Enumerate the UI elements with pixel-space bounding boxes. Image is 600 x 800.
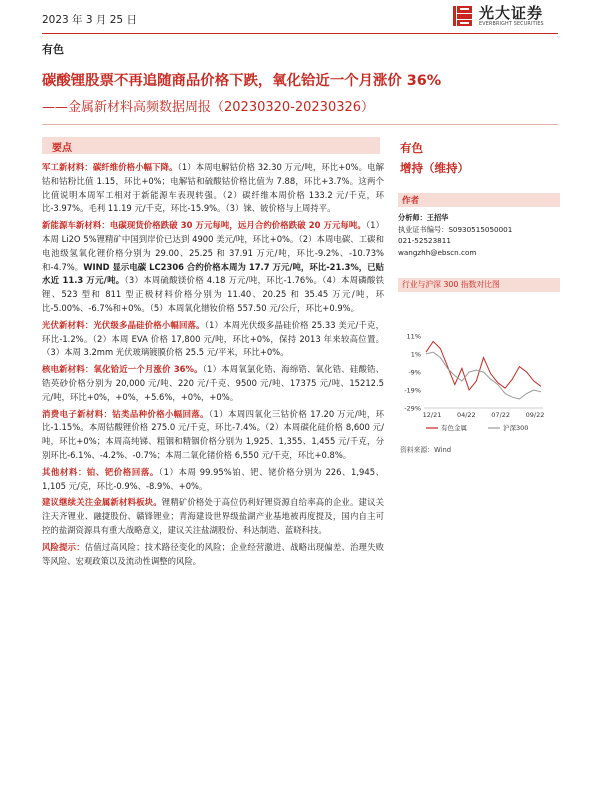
- analyst-phone: 021-52523811: [398, 236, 451, 245]
- chart-source: 资料来源：Wind: [400, 446, 452, 454]
- legend-label-1: 沪深300: [503, 424, 529, 432]
- logo-name-en: EVERBRIGHT SECURITIES: [479, 22, 544, 27]
- index-comparison-chart: [398, 330, 560, 442]
- legend-label-0: 有色金属: [441, 424, 467, 432]
- analyst-info: [398, 212, 512, 258]
- x-tick-label: 12/21: [422, 411, 442, 419]
- paragraph-consumer-electronics: [42, 408, 384, 463]
- author-label: 作者: [402, 196, 420, 206]
- sidebar-rating: 增持（维持）: [400, 161, 469, 175]
- sidebar-sector: 有色: [400, 141, 423, 155]
- y-tick-label: -19%: [404, 386, 421, 395]
- paragraph-heading: 光伏新材料：光伏级多晶硅价格小幅回落。: [42, 319, 205, 330]
- author-header-bar: [398, 193, 560, 207]
- paragraph-other-materials: [42, 466, 384, 494]
- paragraph-text: （1）本周电解钴价格 32.30 万元/吨，环比+0%。电解钴和钴粉比值 1.15，环比+0%；电解钴和硫酸钴价格比值为 7.88，环比+3.7%。这两个比值说明本周军工相对于新能源车表现转强。（2）碳纤维本周价格 133.2 元/千克，环比-3.97%。毛利 11.19 元/千克，环比-15.9%。（3）铼、铍价格与上周持平。: [42, 162, 385, 214]
- key-points-body: [42, 161, 384, 571]
- chart-header-label: 行业与沪深 300 指数对比图: [402, 280, 500, 289]
- paragraph-photovoltaic: [42, 319, 384, 360]
- report-subtitle: ——金属新材料高频数据周报（20230320-20230326）: [42, 100, 375, 115]
- paragraph-heading: 军工新材料：碳纤维价格小幅下降。: [42, 162, 178, 172]
- key-points-label: 要点: [52, 143, 72, 154]
- paragraph-military: [42, 161, 384, 216]
- paragraph-text: （1）本周四氧化三钴价格 17.20 万元/吨，环比-1.15%。本周钴酸锂价格 275.0 元/千克，环比-7.4%。（2）本周碳化硅价格 8,600 元/吨，环比+0%；本周高纯锑、粗铟和精铟价格分别为 1,925、1,355、1,455 元/千克，分别环比-6.1%、-4.2%、-0.7%；本周二氧化锗价格 6,550 元/千克，环比+0.8%。: [42, 408, 384, 460]
- paragraph-text: （3）本周硫酸镁价格 4.18 万元/吨，环比-1.76%。（4）本周磷酸铁锂、523 型和 811 型正极材料价格分别为 11.40、20.25 和 35.45 万元/吨，环比-5.00%、-6.7%和+0%。（5）本周氧化镨钕价格 557.50 元/公斤，环比+0.9%。: [42, 275, 384, 313]
- paragraph-heading: 消费电子新材料：钴类品种价格小幅回落。: [42, 408, 209, 419]
- x-tick-label: 07/22: [491, 411, 511, 419]
- industry-label: 有色: [42, 43, 64, 56]
- y-tick-label: 1%: [410, 350, 421, 359]
- y-tick-label: -29%: [404, 404, 421, 413]
- y-tick-label: -9%: [408, 368, 421, 377]
- everbright-logo-icon: [452, 4, 474, 28]
- paragraph-heading: 建议继续关注金属新材料板块。: [42, 497, 162, 508]
- analyst-name: 分析师：王招华: [398, 213, 449, 222]
- analyst-email[interactable]: wangzhh@ebscn.com: [398, 247, 477, 257]
- paragraph-heading: 风险提示：: [42, 541, 85, 552]
- paragraph-new-energy-vehicle: [42, 219, 384, 316]
- paragraph-risk: [42, 541, 384, 569]
- title-divider: [42, 124, 558, 125]
- analyst-cert: 执业证书编号：S0930515050001: [398, 224, 513, 234]
- paragraph-text: 锂精矿价格处于高位仍利好锂资源自给率高的企业。建议关注天齐锂业、融捷股份、赣锋锂业；青海建设世界级盐湖产业基地被再度提及，国内自主可控的盐湖资源具有重大战略意义，建议关注盐湖股份、科达制造、蓝晓科技。: [42, 497, 385, 535]
- paragraph-nuclear: [42, 363, 384, 404]
- paragraph-text: （1）本周 99.95%铂、钯、铑价格分别为 226、1,945、1,105 元/克，环比-0.9%、-8.9%、+0%。: [42, 466, 385, 491]
- brand-logo: [452, 4, 544, 28]
- paragraph-heading: 其他材料：铂、钯价格回落。: [42, 466, 159, 477]
- paragraph-recommendation: [42, 496, 384, 537]
- x-tick-label: 04/22: [456, 411, 476, 419]
- y-tick-label: 11%: [406, 332, 421, 341]
- x-tick-label: 09/22: [525, 411, 545, 419]
- paragraph-text: （1）本周氧氯化锆、海绵锆、氧化锆、硅酸锆、锆英砂价格分别为 20,000 元/吨、220 元/千克、9500 元/吨、17375 元/吨、15212.5 元/吨，环比+0%，+0%，+5.6%，+0%，+0%。: [42, 364, 384, 402]
- logo-name-cn: 光大证券: [479, 4, 544, 22]
- paragraph-text: 估值过高风险；技术路径变化的风险；企业经营激进、战略出现偏差、治理失败等风险、宏观政策以及流动性调整的风险。: [42, 541, 385, 566]
- paragraph-heading: 新能源车新材料：电碳现货价格跌破 30 万元每吨，远月合约价格跌破 20 万元每吨。: [42, 220, 366, 231]
- series-line-0: [426, 341, 541, 390]
- paragraph-text: （1）本周 Li2O 5%锂精矿中国到岸价已达到 4900 美元/吨，环比+0%。（2）本周电碳、工碳和电池级氢氧化锂价格分别为 29.00、25.25 和 37.91 万元/吨，环比-9.2%、-10.73%和-4.7%。: [42, 220, 384, 272]
- header-divider: [42, 33, 558, 34]
- paragraph-text: （1）本周光伏级多晶硅价格 25.33 美元/千克，环比-1.2%。（2）本周 EVA 价格 17,800 元/吨，环比+0%，保持 2013 年来较高位置。（3）本周 3.2mm 光伏玻璃镀膜价格 25.5 元/平米，环比+0%。: [42, 319, 384, 358]
- paragraph-heading: 核电新材料：氧化铪近一个月涨价 36%。: [42, 364, 203, 375]
- report-title: 碳酸锂股票不再追随商品价格下跌，氧化铪近一个月涨价 36%: [42, 73, 442, 89]
- paragraph-bold-text: WIND 显示电碳 LC2306 合约价格本周为 17.7 万元/吨，环比-21.3%，已贴水近 11.3 万元/吨。: [42, 261, 385, 286]
- key-points-header-bar: [42, 137, 380, 154]
- report-date: 2023 年 3 月 25 日: [42, 14, 137, 26]
